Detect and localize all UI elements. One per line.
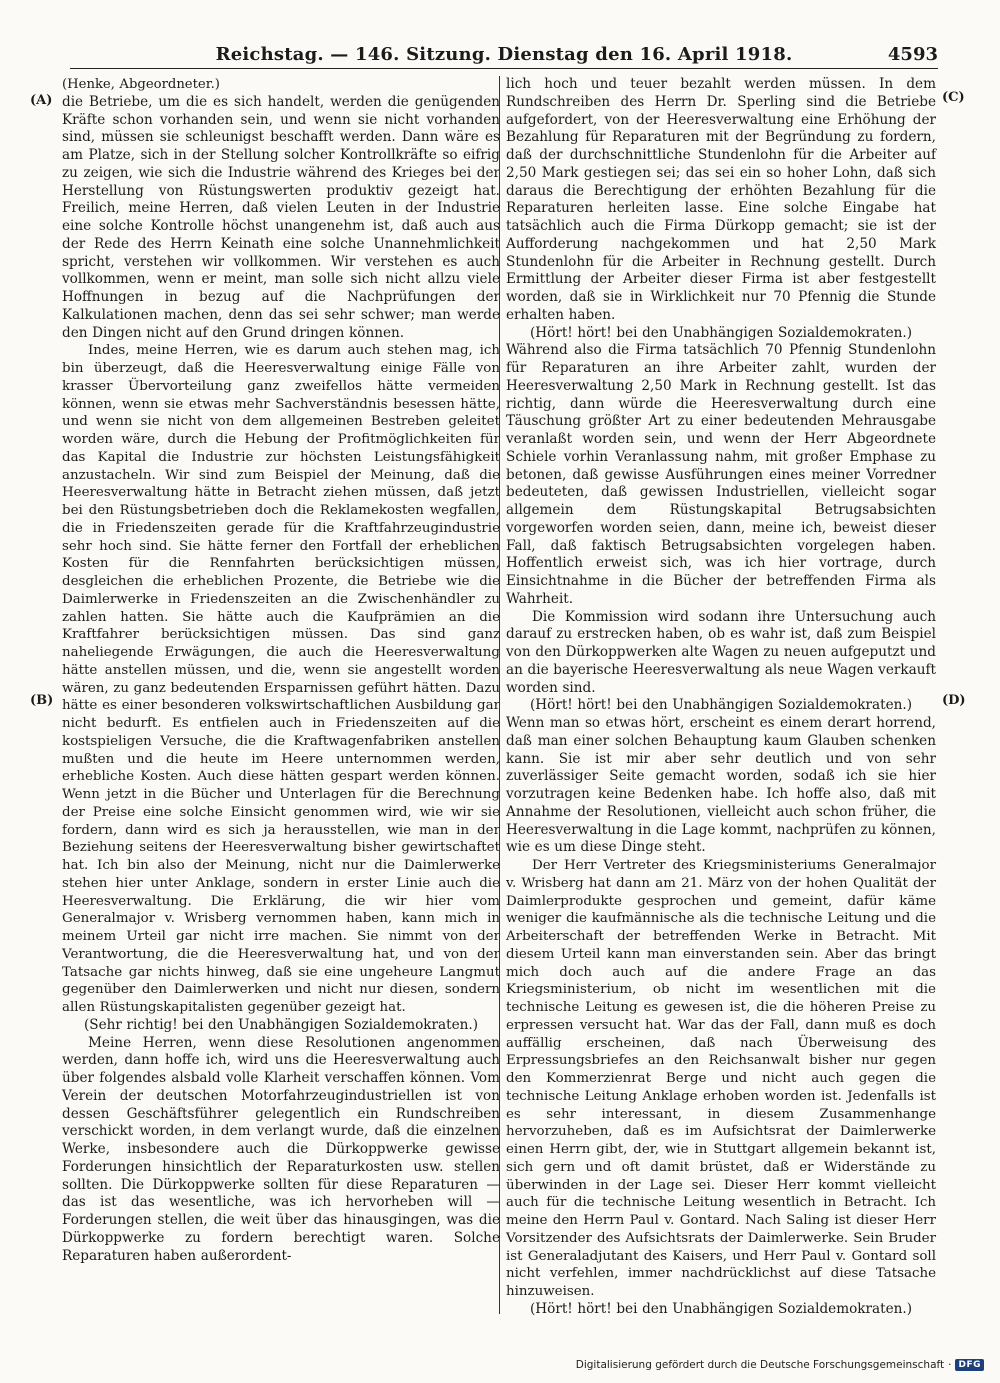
credit-text: Digitalisierung gefördert durch die Deutsche Forschungsgemeinschaft — [575, 1359, 945, 1371]
margin-letter-b: (B) — [30, 693, 54, 708]
margin-letter-a: (A) — [30, 93, 53, 108]
interjection: (Hört! hört! bei den Unabhängigen Sozialdemokraten.) — [529, 1300, 913, 1317]
header-rule — [70, 68, 938, 69]
page-number: 4593 — [887, 44, 938, 65]
running-title: Reichstag. — 146. Sitzung. Dienstag den 16. April 1918. — [215, 44, 793, 65]
dfg-logo-icon: DFG — [955, 1359, 984, 1371]
paragraph: Indes, meine Herren, wie es darum auch stehen mag, ich bin überzeugt, daß die Heeresverwaltung einige Fälle von krasser Übervorteilung ganz zweifellos hätte vermeiden können, wenn sie etwas mehr Sachverständnis besessen hätte, und wenn sie nicht von dem allgemeinen Bestreben geleitet worden wäre, durch die Hebung der Profitmöglichkeiten für das Kapital die Industrie zur höchsten Leistungsfähigkeit anzustacheln. Wir sind zum Beispiel der Meinung, daß die Heeresverwaltung hätte in Betracht ziehen müssen, daß jetzt bei den Rüstungsbetrieben doch die Reklamekosten wegfallen, die in Friedenszeiten gerade für die Kraftfahrzeugindustrie sehr hoch sind. Sie hätte ferner den Fortfall der erheblichen Kosten für die Rennfahrten berücksichtigen müssen, desgleichen die erheblichen Prozente, die Betriebe wie die Daimlerwerke in Friedenszeiten an die Zwischenhändler zu zahlen hatten. Sie hätte auch die Kaufprämien an die Kraftfahrer berücksichtigen müssen. Das sind ganz naheliegende Erwägungen, die auch die Heeresverwaltung hätte anstellen müssen, und die, wenn sie angestellt worden wären, zu ganz bedeutenden Ersparnissen geführt hätten. Dazu hätte es einer besonderen volkswirtschaftlichen Ausbildung gar nicht bedurft. Es entfielen auch in Friedenszeiten auf die kostspieligen Versuche, die die Kraftwagenfabriken anstellen mußten und die heute im Heere unternommen werden, erhebliche Kosten. Auch diese hätten gespart werden können. Wenn jetzt in die Bücher und Unterlagen für die Berechnung der Preise eine solche Einsicht genommen wird, wie wir sie fordern, dann wird es sich ja herausstellen, wie man in der Beziehung seitens der Heeresverwaltung bisher gewirtschaftet hat. Ich bin also der Meinung, nicht nur die Daimlerwerke stehen hier unter Anklage, sondern in erster Linie auch die Heeresverwaltung. Die Erklärung, die wir hier vom Generalmajor v. Wrisberg vernommen haben, kann mich in meinem Urteil gar nicht irre machen. Sie nimmt von der Verantwortung, die die Heeresverwaltung hat, und von der Tatsache gar nichts hinweg, daß sie eine ungeheure Langmut gegenüber den Daimlerwerken und nicht nur diesen, sondern allen Rüstungskapitalisten gegenüber gezeigt hat. — [62, 343, 500, 1015]
paragraph: Der Herr Vertreter des Kriegsministeriums Generalmajor v. Wrisberg hat dann am 21. März von der hohen Qualität der Daimlerprodukte gesprochen und gemeint, dafür käme weniger die kaufmännische als die technische Leitung und die Arbeiterschaft der betreffenden Werke in Betracht. Mit diesem Urteil kann man einverstanden sein. Aber das bringt mich doch auch auf die andere Frage an das Kriegsministerium, ob nicht im wesentlichen mit die technische Leitung es gewesen ist, die die höheren Preise zu erpressen versucht hat. War das der Fall, dann muß es doch auffällig erscheinen, daß nach Überweisung des Erpressungsbriefes an den Reichsanwalt bisher nur gegen den Kommerzienrat Berge und nicht auch gegen die technische Leitung Anklage erhoben worden ist. Jedenfalls ist es sehr interessant, in diesem Zusammenhange hervorzuheben, daß es im Aufsichtsrat der Daimlerwerke einen Herrn gibt, der, wie in Stuttgart allgemein bekannt ist, sich gern und oft damit brüstet, daß er Widerstände zu überwinden in der Lage sei. Dieser Herr kommt vielleicht auch für die technische Leitung wesentlich in Betracht. Ich meine den Herrn Paul v. Gontard. Nach Saling ist dieser Herr Vorsitzender des Aufsichtsrats der Daimlerwerke. Sein Bruder ist Generaladjutant des Kaisers, und Herr Paul v. Gontard soll nicht verfehlen, immer nachdrücklichst auf diese Tatsache hinzuweisen. — [506, 858, 936, 1299]
margin-letter-d: (D) — [942, 693, 966, 708]
separator: · — [948, 1359, 952, 1371]
interjection: (Hört! hört! bei den Unabhängigen Sozialdemokraten.) — [529, 697, 913, 714]
paragraph: die Betriebe, um die es sich handelt, werden die genügenden Kräfte schon vorhanden sein, und wenn sie nicht vorhanden sind, müssen sie schleunigst beschafft werden. Dann wäre es am Platze, sich in der Stellung solcher Kontrollkräfte so eifrig zu zeigen, wie sich die Industrie während des Krieges bei der Herstellung von Rüstungswerten produktiv gezeigt hat. Freilich, meine Herren, daß vielen Leuten in der Industrie eine solche Kontrolle höchst unangenehm ist, daß auch aus der Rede des Herrn Keinath eine solche Unannehmlichkeit spricht, verstehen wir vollkommen. Wir verstehen es auch vollkommen, wenn er meint, man solle sich nicht allzu viele Hoffnungen in bezug auf die Nachprüfungen der Kalkulationen machen, denn das sei sehr schwer; man werde den Dingen nicht auf den Grund dringen können. — [62, 93, 500, 341]
speaker-label: (Henke, Abgeordneter.) — [62, 77, 220, 92]
page-header — [70, 44, 938, 68]
interjection: (Hört! hört! bei den Unabhängigen Sozialdemokraten.) — [529, 324, 913, 341]
margin-letter-c: (C) — [942, 90, 965, 105]
paragraph: lich hoch und teuer bezahlt werden müssen. In dem Rundschreiben des Herrn Dr. Sperling sind die Betriebe aufgefordert, von der Heeresverwaltung eine Erhöhung der Bezahlung für Reparaturen mit der Begründung zu fordern, daß der durchschnittliche Stundenlohn für die Arbeiter auf 2,50 Mark gestiegen sei; das sei ein so hoher Lohn, daß sich daraus die Berechtigung der erhöhten Bezahlung für die Reparaturen herleiten lasse. Eine solche Eingabe hat tatsächlich auch die Firma Dürkopp gemacht; sie ist der Aufforderung nachgekommen und hat 2,50 Mark Stundenlohn für die Arbeiter in Rechnung gestellt. Durch Ermittlung der Arbeiter dieser Firma ist aber festgestellt worden, daß sie in Wirklichkeit nur 70 Pfennig die Stunde erhalten haben. — [506, 76, 936, 323]
paragraph: Die Kommission wird sodann ihre Untersuchung auch darauf zu erstrecken haben, ob es wahr ist, daß zum Beispiel von den Dürkoppwerken alte Wagen zu neuen aufgeputzt und an die bayerische Heeresverwaltung als neue Wagen verkauft worden sind. — [506, 608, 936, 696]
paragraph: Wenn man so etwas hört, erscheint es einem derart horrend, daß man einer solchen Behauptung kaum Glauben schenken kann. Sie ist mir aber sehr deutlich und von sehr zuverlässiger Seite gemacht worden, sodaß ich sie hier vorzutragen keine Bedenken habe. Ich hoffe also, daß mit Annahme der Resolutionen, vielleicht auch schon früher, die Heeresverwaltung in die Lage kommt, nachprüfen zu können, wie es um diese Dinge steht. — [506, 715, 936, 856]
left-column — [62, 76, 500, 1265]
paragraph: Meine Herren, wenn diese Resolutionen angenommen werden, dann hoffe ich, wird uns die Heeresverwaltung auch über folgendes alsbald volle Klarheit verschaffen können. Vom Verein der deutschen Motorfahrzeugindustriellen ist von dessen Geschäftsführer gelegentlich ein Rundschreiben verschickt worden, in dem verlangt wurde, daß die einzelnen Werke, insbesondere auch die Dürkoppwerke gewisse Forderungen hinsichtlich der Reparaturkosten usw. stellen sollten. Die Dürkoppwerke sollten für diese Reparaturen — das ist das wesentliche, was ich hervorheben will — Forderungen stellen, die weit über das hinausgingen, was die Dürkoppwerke zu fordern berechtigt waren. Solche Reparaturen haben außerordent- — [62, 1034, 500, 1264]
digitization-credit — [576, 1359, 984, 1371]
right-column — [506, 76, 936, 1319]
paragraph: Während also die Firma tatsächlich 70 Pfennig Stundenlohn für Reparaturen an ihre Arbeiter zahlt, wurden der Heeresverwaltung 2,50 Mark in Rechnung gestellt. Ist das richtig, dann würde die Heeresverwaltung durch eine Täuschung größter Art zu einer bedeutenden Mehrausgabe veranlaßt worden sein, und wenn der Herr Abgeordnete Schiele vorhin Veranlassung nahm, mit großer Emphase zu betonen, daß gewisse Ausführungen eines meiner Vorredner bedeuteten, daß gewissen Industriellen, vielleicht sogar allgemein dem Rüstungskapital Betrugsabsichten vorgeworfen worden seien, dann, meine ich, beweist dieser Fall, daß faktisch Betrugsabsichten vorgelegen haben. Hoffentlich erweist sich, was ich hier vortrage, durch Einsichtnahme in die Bücher der betreffenden Firma als Wahrheit. — [506, 342, 936, 607]
column-divider — [499, 76, 500, 1314]
interjection: (Sehr richtig! bei den Unabhängigen Sozialdemokraten.) — [84, 1016, 478, 1033]
